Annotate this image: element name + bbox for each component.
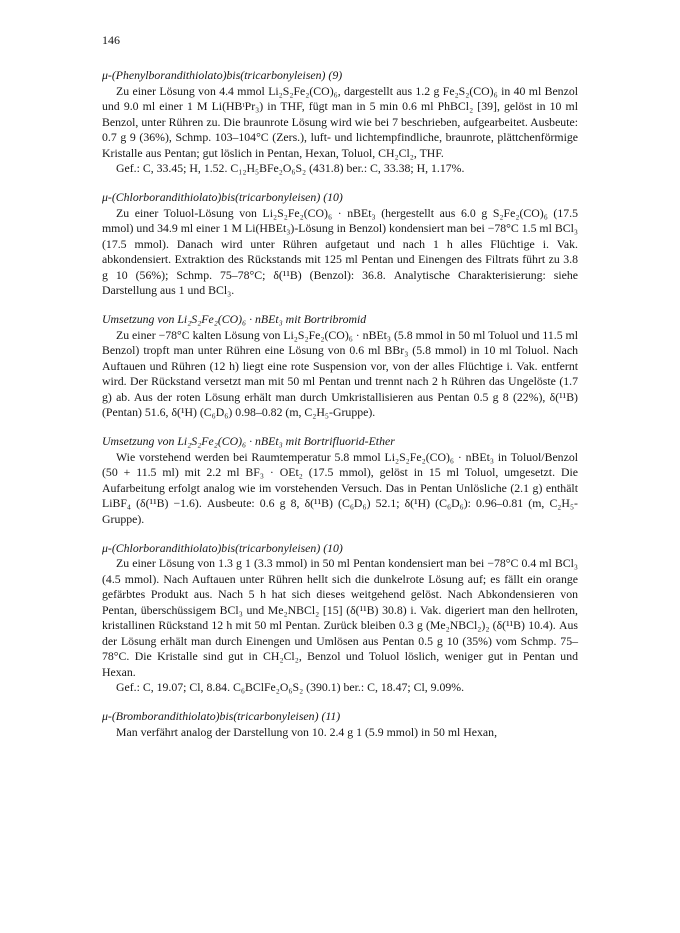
paragraph-analysis: Gef.: C, 19.07; Cl, 8.84. C₆BClFe₂O₆S₂ (390.1) ber.: C, 18.47; Cl, 9.09%. bbox=[116, 680, 465, 694]
paragraph: Zu einer Lösung von 4.4 mmol Li₂S₂Fe₂(CO)₆, dargestellt aus 1.2 g Fe₂S₂(CO)₆ in 40 ml Benzol und 9.0 ml einer 1 M Li(HBᵗPr₃) in THF, fügt man in 5 min 0.6 ml PhBCl₂ [39], gelöst in 10 ml Benzol, unter Rühren zu. Die braunrote Lösung wird wie bei 7 beschrieben, aufgearbeitet. Ausbeute: 0.7 g 9 (36%), Schmp. 103–104°C (Zers.), luft- und lichtempfindliche, braunrote, plättchenförmige Kristalle aus Pentan; gut löslich in Pentan, Hexan, Toluol, CH₂Cl₂, THF. bbox=[102, 83, 578, 160]
section-heading: μ-(Chlorborandithiolato)bis(tricarbonyleisen) (10) bbox=[102, 540, 343, 555]
paragraph: Zu einer Toluol-Lösung von Li₂S₂Fe₂(CO)₆ · nBEt₃ (hergestellt aus 6.0 g S₂Fe₂(CO)₆ (17.5 mmol) und 34.9 ml einer 1 M Li(HBEt₃)-Lösung in Benzol) kondensiert man bei −78°C 1.5 ml BCl₃ (17.5 mmol). Danach wird unter Rühren aufgetaut und nach 1 h alles Flüchtige i. Vak. abkondensiert. Extraktion des Rückstands mit 125 ml Pentan und Einengen des Filtrats führt zu 3.8 g 10 (56%); Schmp. 75–78°C; δ(¹¹B) (Benzol): 36.8. Analytische Charakterisierung: siehe Darstellung aus 1 und BCl₃. bbox=[102, 205, 578, 297]
section-heading: μ-(Chlorborandithiolato)bis(tricarbonyleisen) (10) bbox=[102, 190, 343, 204]
paragraph: Man verfährt analog der Darstellung von 10. 2.4 g 1 (5.9 mmol) in 50 ml Hexan, bbox=[116, 724, 498, 739]
paragraph: Zu einer −78°C kalten Lösung von Li₂S₂Fe₂(CO)₆ · nBEt₃ (5.8 mmol in 50 ml Toluol und 11.5 ml Benzol) tropft man unter Rühren eine Lösung von 0.6 ml BBr₃ (5.8 mmol) in 10 ml Toluol. Nach Auftauen und Rühren (12 h) liegt eine rote Suspension vor, von der alles Flüchtige i. Vak. entfernt wird. Der Rückstand versetzt man mit 50 ml Pentan und trennt nach 2 h Rühren das Ungelöste (1.7 g) ab. Aus der roten Lösung erhält man durch Umkristallisieren aus Pentan 0.5 g 8 (22%), δ(¹¹B) (Pentan) 51.6, δ(¹H) (C₆D₆) 0.98–0.82 (m, C₂H₅-Gruppe). bbox=[102, 327, 578, 419]
section-heading: Umsetzung von Li₂S₂Fe₂(CO)₆ · nBEt₃ mit Bortribromid bbox=[102, 312, 367, 326]
paragraph: Zu einer Lösung von 1.3 g 1 (3.3 mmol) in 50 ml Pentan kondensiert man bei −78°C 0.4 ml BCl₃ (4.5 mmol). Nach Auftauen unter Rühren hellt sich die dunkelrote Lösung auf; es fällt ein orange gefärbtes Produkt aus. Nach 5 h hat sich dieses weitgehend gelöst. Nach Abkondensieren von Pentan, überschüssigem BCl₃ und Me₂NBCl₂ [15] (δ(¹¹B) 30.8) i. Vak. digeriert man den hellroten, kristallinen Rückstand 12 h mit 50 ml Pentan. Zurück bleiben 0.3 g (Me₂NBCl₂)₂ (δ(¹¹B) 10.4). Aus der Lösung erhält man durch Einengen und Umlösen aus Pentan 0.5 g 10 (35%) vom Schmp. 75–78°C. Die Kristalle sind gut in CH₂Cl₂, Benzol und Toluol löslich, weniger gut in Pentan und Hexan. bbox=[102, 556, 578, 679]
page-body bbox=[102, 68, 578, 754]
section-heading: μ-(Bromborandithiolato)bis(tricarbonyleisen) (11) bbox=[102, 709, 341, 723]
section-heading: μ-(Phenylborandithiolato)bis(tricarbonyleisen) (9) bbox=[102, 68, 343, 82]
section-compound-11 bbox=[102, 709, 578, 740]
section-heading: Umsetzung von Li₂S₂Fe₂(CO)₆ · nBEt₃ mit Bortrifluorid-Ether bbox=[102, 434, 395, 448]
paragraph: Wie vorstehend werden bei Raumtemperatur 5.8 mmol Li₂S₂Fe₂(CO)₆ · nBEt₃ in Toluol/Benzol (50 + 11.5 ml) mit 2.2 ml BF₃ · OEt₂ (17.5 mmol), gelöst in 15 ml Toluol, umgesetzt. Die Aufarbeitung erfolgt analog wie im vorstehenden Versuch. Das in Pentan Unlösliche (2.1 g) enthält LiBF₄ (δ(¹¹B) −1.6). Ausbeute: 0.6 g 8, δ(¹¹B) (C₆D₆) 52.1; δ(¹H) (C₆D₆): 0.96–0.81 (m, C₂H₅-Gruppe). bbox=[102, 449, 578, 526]
section-bf3-reaction bbox=[102, 434, 578, 527]
page-number: 146 bbox=[102, 33, 120, 47]
paragraph-analysis: Gef.: C, 33.45; H, 1.52. C₁₂H₅BFe₂O₆S₂ (431.8) ber.: C, 33.38; H, 1.17%. bbox=[116, 161, 465, 175]
section-compound-10-b bbox=[102, 541, 578, 696]
section-compound-10-a bbox=[102, 190, 578, 299]
section-bbr3-reaction bbox=[102, 312, 578, 421]
section-compound-9 bbox=[102, 68, 578, 177]
